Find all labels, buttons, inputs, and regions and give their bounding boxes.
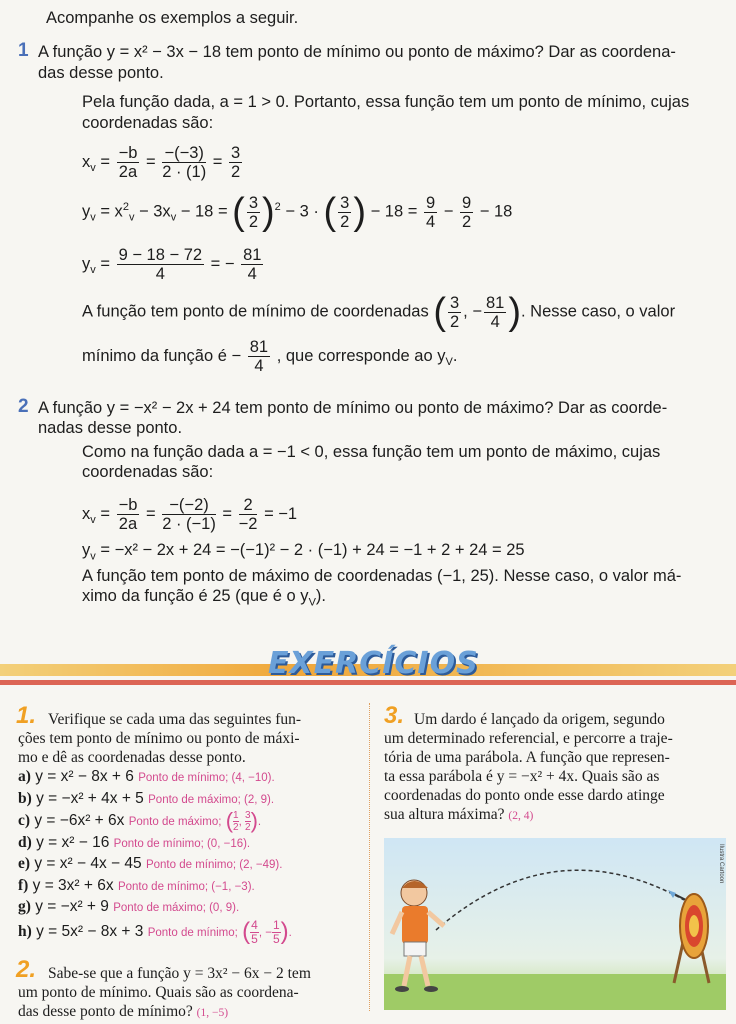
exercise-3-text-5: coordenadas do ponto onde esse dardo atinge [384, 787, 665, 804]
dart-illustration [384, 838, 726, 1010]
exercise-2-text-2: um ponto de mínimo. Quais são as coordena- [18, 984, 299, 1001]
example-2-yv-equation: $y_v = -x^2 - 2x + 24 = -(-1)^2 - 2 \cdot (-1) + 24 = -1 + 2 + 24 = 25$ [82, 541, 525, 563]
exercise-3-number: 3. [384, 702, 405, 729]
exercise-1-number: 1. [16, 702, 37, 729]
exercise-2-number: 2. [16, 956, 37, 983]
exercise-1-text-3: mo e dê as coordenadas desse ponto. [18, 749, 246, 766]
example-1-number: 1 [18, 40, 29, 61]
example-2-conclusion: A função tem ponto de máximo de coordenadas (−1, 25). Nesse caso, o valor má- [82, 567, 682, 585]
exercise-3-text-2: um determinado referencial, e percorre a traje- [384, 730, 673, 747]
exercise-3-text-3: tória de uma parábola. A função que represen- [384, 749, 670, 766]
example-2-question-cont: nadas desse ponto. [38, 419, 183, 437]
example-2-para-cont: coordenadas são: [82, 463, 214, 481]
exercise-3-text-6: sua altura máxima? (2, 4) [384, 806, 534, 823]
example-1-yv-result: $y_v$ = $\frac{9 - 18 - 72}{4}$ = − $\frac{81}{4}$ [82, 246, 262, 283]
example-1-para: Pela função dada, a = 1 > 0. Portanto, essa função tem um ponto de mínimo, cujas [82, 93, 690, 111]
illustration-credit: Ilustra Cartoon [718, 844, 724, 884]
exercise-1-item-b: b) y = −x² + 4x + 5 Ponto de máximo; (2, 9). [18, 790, 275, 807]
exercise-2-text-3: das desse ponto de mínimo? (1, −5) [18, 1003, 229, 1020]
exercise-1-item-e: e) y = x² − 4x − 45 Ponto de mínimo; (2, −49). [18, 855, 283, 872]
intro-text: Acompanhe os exemplos a seguir. [46, 9, 299, 27]
exercise-1-text: Verifique se cada uma das seguintes fun- [48, 711, 302, 728]
example-1-conclusion: A função tem ponto de mínimo de coordenadas ( $\frac{3}{2}$ , − $\frac{81}{4}$ ). Nesse caso, o valor [82, 291, 676, 333]
exercise-1-item-h: h) y = 5x² − 8x + 3 Ponto de mínimo; ( $\frac{4}{5}$ , − $\frac{1}{5}$ ). [18, 917, 292, 946]
example-2-question: A função y = −x² − 2x + 24 tem ponto de mínimo ou ponto de máximo? Dar as coorde- [38, 399, 668, 417]
exercise-1-item-c: c) y = −6x² + 6x Ponto de máximo; ( $\frac{1}{2}$ , $\frac{3}{2}$ ). [18, 808, 262, 833]
example-1-yv-equation: $y_v = x^2_v - 3x_v - 18$ = ( $\frac{3}{2}$ )$^2$ − 3 · ( $\frac{3}{2}$ ) − 18 = $\frac{9}{4}$ − $\frac{9}{2}$ − 18 [82, 191, 513, 233]
exercise-1-item-f: f) y = 3x² + 6x Ponto de mínimo; (−1, −3). [18, 877, 255, 894]
exercises-title: EXERCÍCIOS [268, 646, 479, 681]
exercise-2-text: Sabe-se que a função y = 3x² − 6x − 2 tem [48, 965, 311, 982]
example-1-para-cont: coordenadas são: [82, 114, 214, 132]
exercise-3-text-4: ta essa parábola é y = −x² + 4x. Quais são as [384, 768, 660, 785]
example-2-conclusion-cont: ximo da função é 25 (que é o $y_V$). [82, 587, 326, 609]
example-1-xv-equation: $x_v$ = $\frac{-b}{2a}$ = $\frac{-(-3)}{2 \cdot (1)}$ = $\frac{3}{2}$ [82, 144, 241, 181]
example-1-question-cont: das desse ponto. [38, 64, 164, 82]
column-divider [369, 703, 371, 1011]
example-2-para: Como na função dada a = −1 < 0, essa função tem um ponto de máximo, cujas [82, 443, 661, 461]
exercise-3-text: Um dardo é lançado da origem, segundo [414, 711, 665, 728]
example-1-conclusion-cont: mínimo da função é − $\frac{81}{4}$ , que corresponde ao $y_V$. [82, 338, 458, 375]
exercise-1-item-g: g) y = −x² + 9 Ponto de máximo; (0, 9). [18, 898, 240, 915]
exercise-1-item-d: d) y = x² − 16 Ponto de mínimo; (0, −16). [18, 834, 251, 851]
example-2-number: 2 [18, 396, 29, 417]
exercise-1-item-a: a) y = x² − 8x + 6 Ponto de mínimo; (4, −10). [18, 768, 275, 785]
example-1-question: A função y = x² − 3x − 18 tem ponto de mínimo ou ponto de máximo? Dar as coordena- [38, 43, 676, 61]
exercise-1-text-2: ções tem ponto de mínimo ou ponto de máxi- [18, 730, 300, 747]
example-2-xv-equation: $x_v$ = $\frac{-b}{2a}$ = $\frac{-(-2)}{2 \cdot (-1)}$ = $\frac{2}{-2}$ = −1 [82, 496, 298, 533]
